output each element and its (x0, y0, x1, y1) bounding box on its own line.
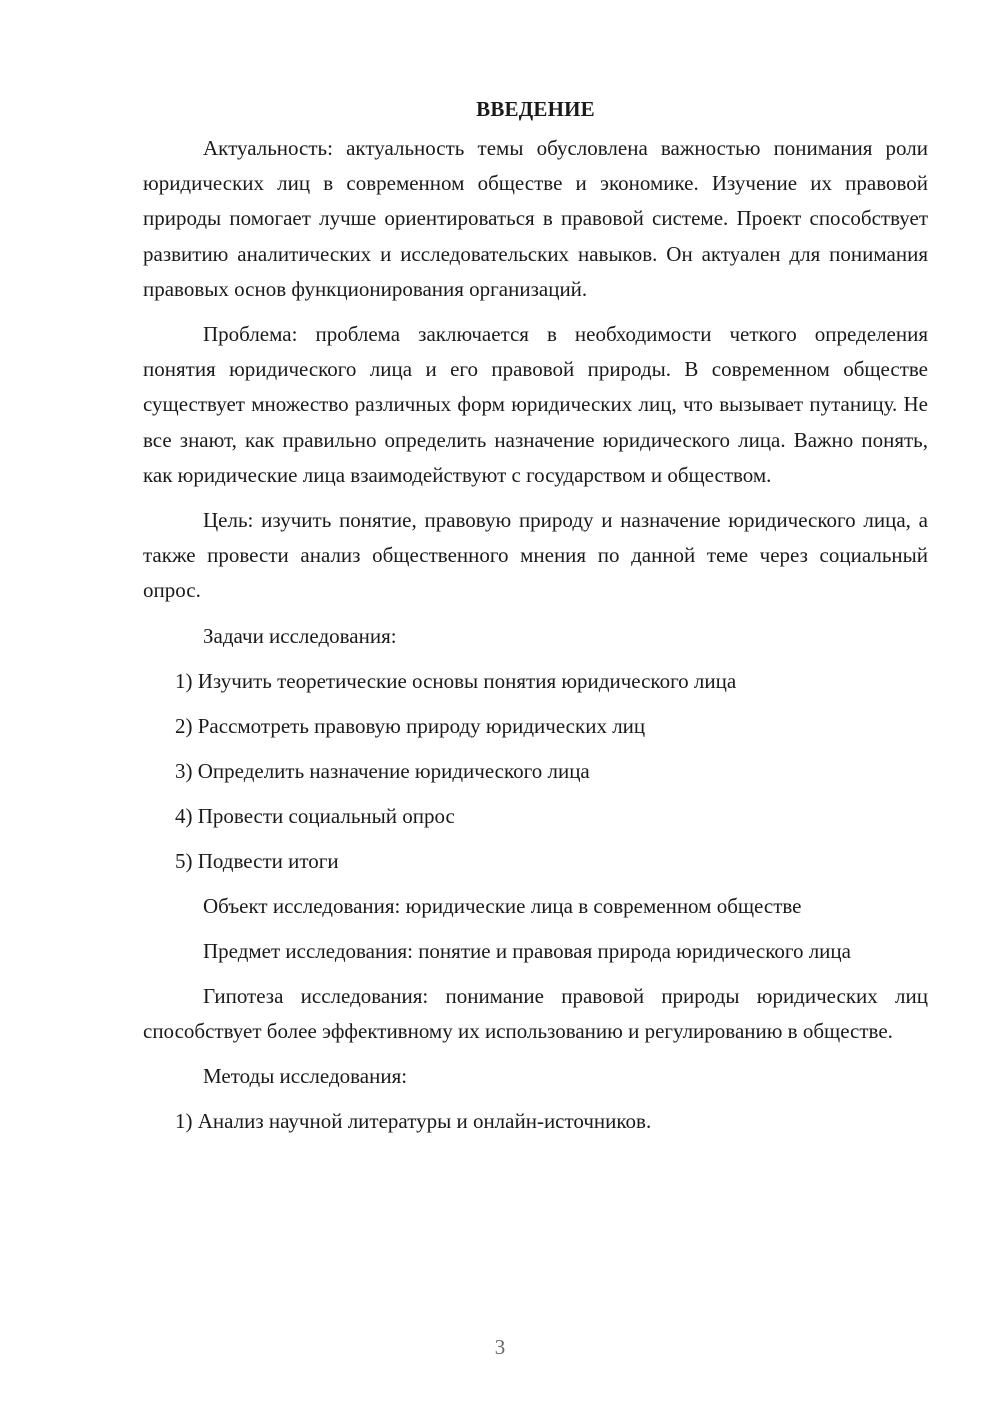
subject-paragraph: Предмет исследования: понятие и правовая природа юридического лица (203, 938, 851, 963)
page-number: 3 (494, 1335, 506, 1359)
method-item: 1) Анализ научной литературы и онлайн-источников. (175, 1109, 652, 1134)
task-item: 2) Рассмотреть правовую природу юридических лиц (175, 713, 646, 738)
task-item: 3) Определить назначение юридического лица (175, 758, 590, 783)
object-paragraph: Объект исследования: юридические лица в современном обществе (203, 893, 802, 918)
task-item: 4) Провести социальный опрос (175, 803, 455, 828)
page-title: ВВЕДЕНИЕ (476, 97, 595, 121)
methods-heading: Методы исследования: (203, 1064, 408, 1089)
tasks-heading: Задачи исследования: (203, 623, 397, 648)
hypothesis-paragraph: Гипотеза исследования: понимание правовой природы юридических лиц способствует более эффективному их использованию и регулированию в обществе. (143, 983, 928, 1044)
goal-paragraph: Цель: изучить понятие, правовую природу и назначение юридического лица, а также провести анализ общественного мнения по данной теме через социальный опрос. (143, 508, 928, 603)
task-item: 5) Подвести итоги (175, 848, 339, 873)
relevance-paragraph: Актуальность: актуальность темы обусловлена важностью понимания роли юридических лиц в современном обществе и экономике. Изучение их правовой природы помогает лучше ориентироваться в правовой системе. Проект способствует развитию аналитических и исследовательских навыков. Он актуален для понимания правовых основ функционирования организаций. (143, 136, 928, 301)
problem-paragraph: Проблема: проблема заключается в необходимости четкого определения понятия юридического лица и его правовой природы. В современном обществе существует множество различных форм юридических лиц, что вызывает путаницу. Не все знают, как правильно определить назначение юридического лица. Важно понять, как юридические лица взаимодействуют с государством и обществом. (143, 322, 928, 487)
document-page (143, 92, 928, 1149)
task-item: 1) Изучить теоретические основы понятия юридического лица (175, 668, 737, 693)
